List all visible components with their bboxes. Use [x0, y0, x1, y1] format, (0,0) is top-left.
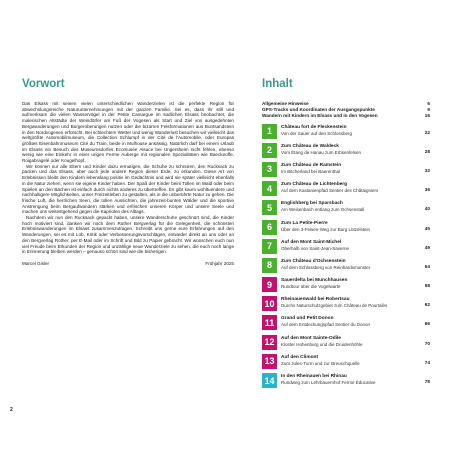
- route-page: 74: [424, 359, 430, 365]
- route-number-badge: 9: [262, 277, 277, 292]
- toc-general-page: 9: [427, 107, 430, 113]
- route-title: Auf den Mont Sainte-Odile: [281, 335, 341, 341]
- route-list: [262, 124, 430, 391]
- route-page: 36: [424, 187, 430, 193]
- foreword-paragraph: Das Elsass mit seinen vielen unterschiedlichen Wanderzielen ist die perfekte Region für abwechslungsreiche Naturunternehmungen mit der ganzen Familie. Sei es, dass ihr still und aufmerksam die vielen Wasservögel in der Petite Camargue im südlichen Elsass beobachtet, die malerischen Altstädte der Weindörfer am Fuß der Vogesen als Start und Ziel von ausgedehnten Bergwanderungen und Burgeroberungen nutzen oder die bizarren Felsformationen aus Buntsandstein in den Nordvogesen erforscht. Bei schlechtem Wetter und wenig Wanderlust besuchen wir vielleicht das weltgrößte Automobilmuseum, die Collection Schlumpf in der Cité de l'Automobile, oder Europas größtes Eisenbahnmuseum Cité du Train, beide in Mulhouse ansässig. Natürlich darf bei einem Urlaub im Elsass ein Besuch des Museumsdorfes Ecomusée Alsace bei Ungersheim nicht fehlen, ebenso wenig wie eine Einkehr in einer urigen Ferme Auberge mit regionalen Spezialitäten wie Baeckeoffe, Roigabragelé oder Kougelhopf.: [22, 101, 234, 164]
- route-subtitle: Im Bitcherland bei Baerenthal: [281, 168, 341, 174]
- route-page: 54: [424, 263, 430, 269]
- route-subtitle: Am Weisenbach entlang zum Ochsenstall: [281, 207, 365, 213]
- foreword-paragraph: Wir können nur alle Eltern und Kinder dazu ermutigen, die Schuhe zu schnüren, den Rucksack zu packen und das Elsass, aber auch jede andere Region dieser Erde, zu erkunden. Diese Art von Erlebnissen bleibt den Kindern lebenslang positiv im Gedächtnis und wird sie später vielleicht ebenfalls in die Natur ziehen, wenn sie eigene Kinder haben. Der Spaß der Kinder beim Tollen im Wald oder beim Spielen an den Bächen ist einfach durch nichts anderes zu übertreffen. Es gibt kaum wohltuendere und nachhaltigere Möglichkeiten, unser Freizeitleben zu gestalten, als in die unberührte Natur zu gehen. Die frische Luft, die herrlichen Seen, die tollen Aussichten, die jahrezeit-bunten Wälder und die sportive Anstrengung beim Bergaufwandern stärken und erfrischen unseren Körper und unsere Seele und machen uns weitestgehend gegen die Kapriolen des Alltags.: [22, 163, 234, 215]
- toc-route-entry[interactable]: [262, 258, 430, 275]
- route-page: 70: [424, 340, 430, 346]
- route-title: In den Rheinauen bei Rhinau: [281, 374, 347, 380]
- toc-general-entry[interactable]: [262, 113, 430, 119]
- route-title: Zum La Petite-Pierre: [281, 220, 328, 226]
- route-title: Zum Château de Waldeck: [281, 143, 339, 149]
- route-page: 32: [424, 167, 430, 173]
- general-entries: [262, 101, 430, 120]
- toc-route-entry[interactable]: [262, 124, 430, 141]
- foreword-section: [22, 78, 234, 266]
- route-subtitle: Kloster Hohenburg und die Druidenhöhle: [281, 341, 363, 347]
- route-subtitle: Von der Sauer auf den Schlossberg: [281, 130, 353, 136]
- contents-heading: Inhalt: [262, 78, 293, 90]
- toc-route-entry[interactable]: [262, 162, 430, 179]
- foreword-signature: [22, 261, 234, 266]
- route-title: Château fort de Fleckenstein: [281, 124, 347, 130]
- foreword-date: Frühjahr 2025: [205, 260, 234, 266]
- route-subtitle: Vom Étang de Hanau zum Erbsenfelsen: [281, 149, 362, 155]
- toc-route-entry[interactable]: [262, 354, 430, 371]
- toc-route-entry[interactable]: [262, 143, 430, 160]
- route-subtitle: Auf dem Entdeckungspfad Sentier du Donon: [281, 322, 371, 328]
- route-title: Grand und Petit Donon: [281, 316, 334, 322]
- route-subtitle: Rundweg zum Lehrbauernhof Ferme Éducative: [281, 380, 376, 386]
- route-subtitle: Durchs Naturschutzgebiet zum Château de Pourtalès: [281, 303, 388, 309]
- route-number-badge: 4: [262, 181, 277, 196]
- route-title: Zum Château de Ramstein: [281, 162, 342, 168]
- foreword-body: [22, 101, 234, 255]
- route-page: 58: [424, 283, 430, 289]
- contents-section: [262, 78, 430, 392]
- page-number: 2: [10, 407, 13, 413]
- route-number-badge: 13: [262, 354, 277, 369]
- route-number-badge: 8: [262, 258, 277, 273]
- route-subtitle: Zum Jules-Turm und zur Breuschquelle: [281, 360, 360, 366]
- route-number-badge: 2: [262, 143, 277, 158]
- route-page: 62: [424, 302, 430, 308]
- route-subtitle: Auf dem Kastanienpfad Sentier des Châtaigniers: [281, 188, 379, 194]
- route-number-badge: 11: [262, 315, 277, 330]
- toc-route-entry[interactable]: [262, 296, 430, 313]
- route-page: 66: [424, 321, 430, 327]
- route-number-badge: 14: [262, 373, 277, 388]
- route-number-badge: 3: [262, 162, 277, 177]
- route-page: 28: [424, 148, 430, 154]
- route-page: 49: [424, 244, 430, 250]
- route-subtitle: Auf dem Schlossberg von Reinhardsmunster: [281, 264, 371, 270]
- toc-route-entry[interactable]: [262, 200, 430, 217]
- route-title: Auf den Mont Saint-Michel: [281, 239, 342, 245]
- route-title: Sauerdelta bei Munchhausen: [281, 278, 348, 284]
- route-number-badge: 5: [262, 200, 277, 215]
- route-title: Englishberg bei Sparsbach: [281, 201, 343, 207]
- route-title: Auf den Climont: [281, 354, 319, 360]
- route-number-badge: 1: [262, 124, 277, 139]
- toc-route-entry[interactable]: [262, 277, 430, 294]
- route-page: 45: [424, 225, 430, 231]
- route-title: Rheinauenwald bei Robertsau: [281, 297, 350, 303]
- toc-general-label: Wandern mit Kindern im Elsass und in den Vogesen: [262, 113, 378, 119]
- toc-general-label: GPS-Tracks und Koordinaten der Ausgangspunkte: [262, 107, 375, 113]
- foreword-paragraph: Nachdem wir nun den Rucksack gepackt haben, unsere Wanderschuhe geschnürt sind, die Kinder hoch motiviert sind, danken wir noch dem Rother Bergverlag für die Gelegenheit, die schönsten Erlebniswanderungen im Elsass zusammenzutragen. Schreibt uns gerne eure Erfahrungen auf den Wanderungen, sei es mit Lob, Kritik oder Verbesserungsvorschlägen, entweder direkt an uns oder an den Bergverlag Rother, per E-Mail oder im Schrift und Bild zu Papier gebracht. Wir wünschen euch nun viel Freude beim Erkunden der Region und unzählige neue Wanderziele zu sehen, die euch noch lange in Erinnerung bleiben werden – genauso schön sind wie die bisherigen.: [22, 215, 234, 255]
- top-rule: [0, 0, 452, 4]
- route-number-badge: 12: [262, 335, 277, 350]
- toc-general-page: 16: [424, 113, 430, 119]
- toc-route-entry[interactable]: [262, 315, 430, 332]
- author-name: Marcel Gisler: [22, 260, 50, 266]
- toc-route-entry[interactable]: [262, 181, 430, 198]
- route-page: 22: [424, 129, 430, 135]
- route-subtitle: Über den 3-Felsen-Weg zur Burg Lützelstein: [281, 226, 370, 232]
- toc-route-entry[interactable]: [262, 335, 430, 352]
- route-subtitle: Oberhalb von Saint-Jean-Saverne: [281, 245, 350, 251]
- route-title: Zum Château de Lichtenberg: [281, 182, 348, 188]
- route-page: 40: [424, 206, 430, 212]
- toc-general-label: Allgemeine Hinweise: [262, 101, 309, 106]
- toc-route-entry[interactable]: [262, 373, 430, 390]
- toc-general-page: 6: [427, 101, 430, 106]
- route-page: 78: [424, 379, 430, 385]
- foreword-heading: Vorwort: [22, 78, 65, 90]
- toc-route-entry[interactable]: [262, 220, 430, 237]
- route-number-badge: 7: [262, 239, 277, 254]
- route-title: Zum Château d'Ochsenstein: [281, 258, 346, 264]
- toc-route-entry[interactable]: [262, 239, 430, 256]
- route-subtitle: Rundtour über die Vogelwarte: [281, 284, 341, 290]
- route-number-badge: 10: [262, 296, 277, 311]
- route-number-badge: 6: [262, 220, 277, 235]
